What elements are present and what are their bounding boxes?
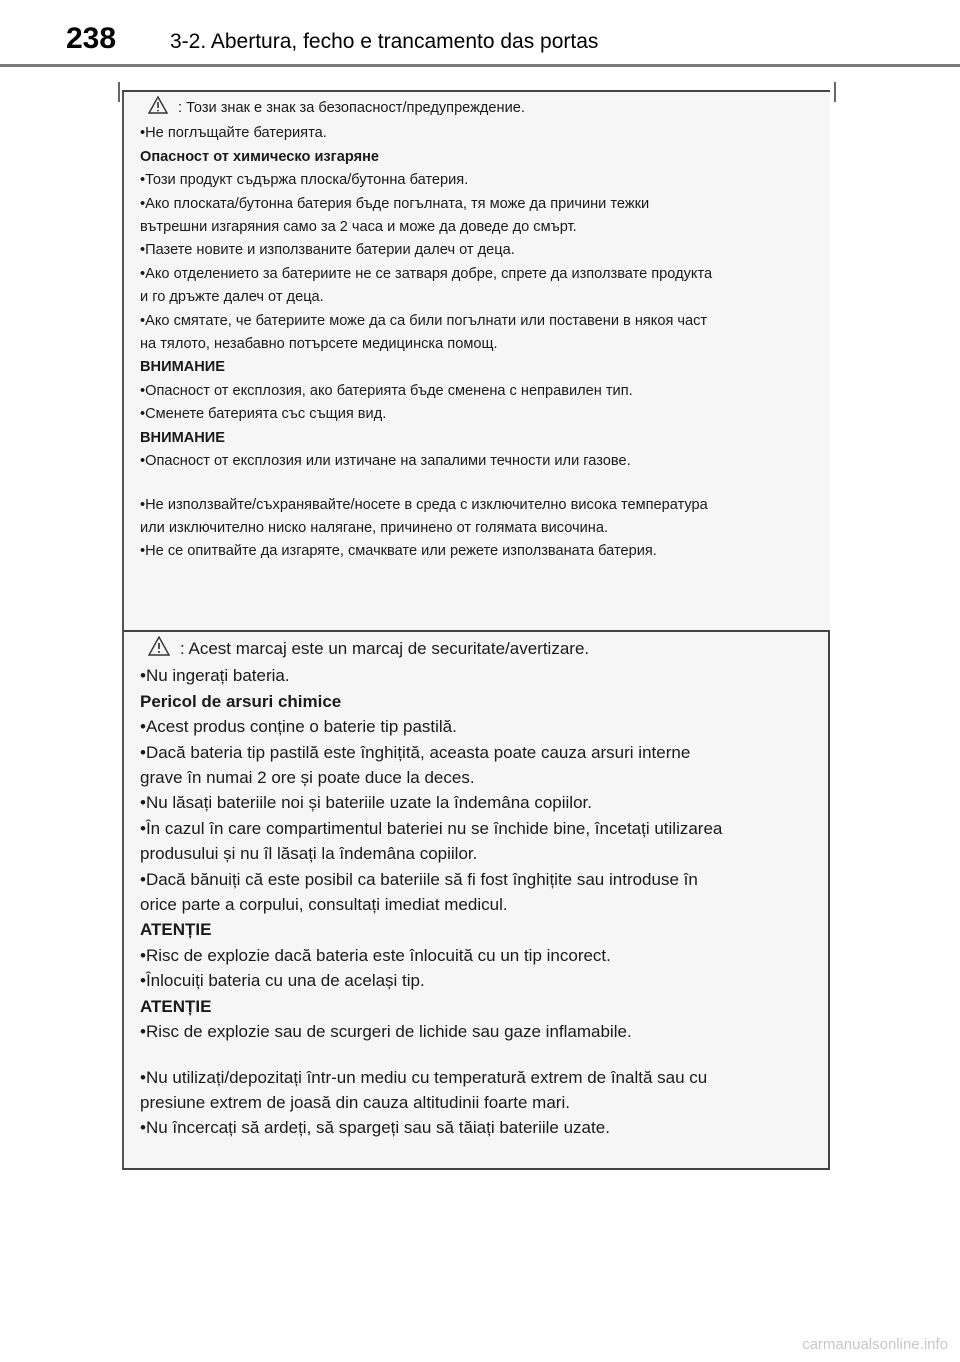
romanian-warning-block bbox=[122, 630, 830, 1170]
bulgarian-line: •Ако плоската/бутонна батерия бъде погълната, тя може да причини тежки bbox=[140, 195, 650, 212]
warning-triangle-icon bbox=[148, 96, 168, 122]
romanian-line: ATENȚIE bbox=[140, 996, 212, 1016]
section-title: 3-2. Abertura, fecho e trancamento das portas bbox=[170, 30, 599, 53]
romanian-line: •Acest produs conține o baterie tip pastilă. bbox=[140, 717, 457, 737]
romanian-line: Pericol de arsuri chimice bbox=[140, 691, 342, 711]
romanian-line: grave în numai 2 ore și poate duce la deces. bbox=[140, 768, 475, 788]
romanian-line: •Înlocuiți bateria cu una de același tip. bbox=[140, 971, 425, 991]
romanian-line: ATENȚIE bbox=[140, 920, 212, 940]
page-number: 238 bbox=[66, 22, 117, 55]
romanian-line: •Nu încercați să ardeți, să spargeți sau să tăiați bateriile uzate. bbox=[140, 1118, 610, 1138]
bulgarian-line: Опасност от химическо изгаряне bbox=[140, 148, 380, 165]
bulgarian-line: •Този продукт съдържа плоска/бутонна батерия. bbox=[140, 172, 469, 189]
warning-triangle-icon bbox=[148, 636, 170, 663]
bulgarian-line: •Ако отделението за батериите не се затваря добре, спрете да използвате продукта bbox=[140, 265, 713, 282]
romanian-line: •Dacă bateria tip pastilă este înghițită, aceasta poate cauza arsuri interne bbox=[140, 742, 691, 762]
romanian-line: •În cazul în care compartimentul bateriei nu se închide bine, încetați utilizarea bbox=[140, 818, 723, 838]
bulgarian-line: •Опасност от експлозия или изтичане на запалими течности или газове. bbox=[140, 453, 631, 470]
romanian-warning-line bbox=[140, 636, 820, 663]
bulgarian-warning-block bbox=[122, 90, 830, 630]
romanian-line: •Dacă bănuiți că este posibil ca bateriile să fi fost înghițite sau introduse în bbox=[140, 869, 698, 889]
header-rule bbox=[0, 64, 960, 67]
bulgarian-line: •Опасност от експлозия, ако батерията бъде сменена с неправилен тип. bbox=[140, 382, 633, 399]
bulgarian-line: и го дръжте далеч от деца. bbox=[140, 289, 324, 306]
bulgarian-lines bbox=[140, 122, 822, 563]
bulgarian-line: •Сменете батерията със същия вид. bbox=[140, 406, 387, 423]
bulgarian-line: •Пазете новите и използваните батерии далеч от деца. bbox=[140, 242, 515, 259]
romanian-warning-text: : Acest marcaj este un marcaj de securitate/avertizare. bbox=[180, 639, 590, 658]
bulgarian-line: на тялото, незабавно потърсете медицинска помощ. bbox=[140, 336, 498, 353]
watermark: carmanualsonline.info bbox=[802, 1336, 948, 1353]
romanian-line: •Nu utilizați/depozitați într-un mediu cu temperatură extrem de înaltă sau cu bbox=[140, 1067, 708, 1087]
bulgarian-line: ВНИМАНИЕ bbox=[140, 359, 226, 376]
bulgarian-line: •Не използвайте/съхранявайте/носете в среда с изключително висока температура bbox=[140, 496, 708, 513]
bulgarian-line: ВНИМАНИЕ bbox=[140, 429, 226, 446]
romanian-line: •Risc de explozie sau de scurgeri de lichide sau gaze inflamabile. bbox=[140, 1022, 632, 1042]
romanian-line: produsului și nu îl lăsați la îndemâna copiilor. bbox=[140, 844, 478, 864]
bulgarian-line: •Не поглъщайте батерията. bbox=[140, 125, 327, 142]
romanian-lines bbox=[140, 663, 820, 1140]
romanian-line: •Nu lăsați bateriile noi și bateriile uzate la îndemâna copiilor. bbox=[140, 793, 592, 813]
romanian-line: •Nu ingerați bateria. bbox=[140, 666, 290, 686]
romanian-line: presiune extrem de joasă din cauza altitudinii foarte mari. bbox=[140, 1092, 570, 1112]
frame-mark-right bbox=[834, 82, 836, 102]
bulgarian-line: •Ако смятате, че батериите може да са били погълнати или поставени в някоя част bbox=[140, 312, 708, 329]
bulgarian-line: •Не се опитвайте да изгаряте, смачквате или режете използваната батерия. bbox=[140, 543, 657, 560]
bulgarian-line: или изключително ниско налягане, причинено от голямата височина. bbox=[140, 519, 609, 536]
scanned-label bbox=[118, 82, 836, 1170]
page-header bbox=[0, 0, 960, 70]
romanian-line: •Risc de explozie dacă bateria este înlocuită cu un tip incorect. bbox=[140, 945, 611, 965]
bulgarian-warning-text: : Този знак е знак за безопасност/предупреждение. bbox=[178, 100, 525, 116]
romanian-line: orice parte a corpului, consultați imediat medicul. bbox=[140, 895, 508, 915]
bulgarian-warning-line bbox=[140, 96, 822, 122]
bulgarian-line: вътрешни изгаряния само за 2 часа и може да доведе до смърт. bbox=[140, 219, 577, 236]
frame-mark-left bbox=[118, 82, 120, 102]
